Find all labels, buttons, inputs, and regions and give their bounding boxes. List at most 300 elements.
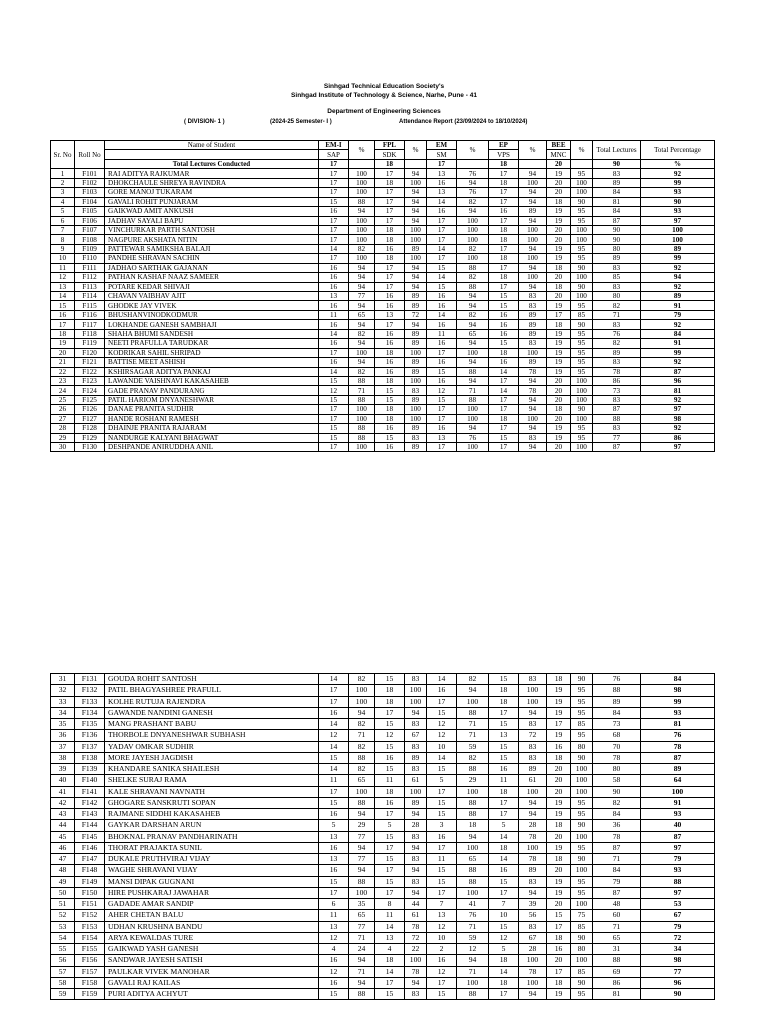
- ep-count: 14: [489, 831, 519, 842]
- sr-no: 7: [51, 225, 75, 234]
- table-row: [51, 301, 715, 310]
- em1-pct: 94: [349, 865, 375, 876]
- total-lectures: 90: [593, 225, 641, 234]
- bee-pct: 90: [571, 320, 593, 329]
- em1-count: 17: [319, 225, 349, 234]
- bee-pct: 90: [571, 405, 593, 414]
- sr-no: 58: [51, 977, 75, 988]
- bee-count: 19: [547, 433, 571, 442]
- sr-no: 43: [51, 809, 75, 820]
- roll-no: F103: [75, 188, 105, 197]
- ep-pct: 100: [519, 254, 547, 263]
- em1-pct: 94: [349, 320, 375, 329]
- total-lectures: 83: [593, 263, 641, 272]
- ep-pct: 94: [519, 707, 547, 718]
- roll-no: F138: [75, 752, 105, 763]
- fpl-pct: 67: [405, 730, 427, 741]
- em1-count: 15: [319, 752, 349, 763]
- bee-count: 20: [547, 443, 571, 452]
- em-count: 17: [427, 216, 457, 225]
- fpl-count: 17: [375, 188, 405, 197]
- attendance-table-top: [50, 140, 715, 452]
- student-name: PATTEWAR SAMIKSHA BALAJI: [105, 244, 319, 253]
- fpl-pct: 72: [405, 932, 427, 943]
- ep-count: 17: [489, 263, 519, 272]
- ep-pct: 94: [519, 443, 547, 452]
- sr-no: 11: [51, 263, 75, 272]
- total-percentage: 87: [641, 752, 715, 763]
- conducted-count: 17: [427, 159, 457, 168]
- sr-no: 44: [51, 820, 75, 831]
- sr-no: 35: [51, 719, 75, 730]
- fpl-pct: 100: [405, 178, 427, 187]
- em-count: 12: [427, 966, 457, 977]
- bee-count: 19: [547, 169, 571, 178]
- em-count: 15: [427, 876, 457, 887]
- ep-pct: 28: [519, 944, 547, 955]
- em1-pct: 100: [349, 188, 375, 197]
- student-name: GAIKWAD AMIT ANKUSH: [105, 207, 319, 216]
- sr-no: 26: [51, 405, 75, 414]
- fpl-count: 15: [375, 876, 405, 887]
- fpl-count: 17: [375, 169, 405, 178]
- student-name: GADE PRANAV PANDURANG: [105, 386, 319, 395]
- bee-pct: 95: [571, 876, 593, 887]
- table-row: [51, 225, 715, 234]
- em1-count: 11: [319, 775, 349, 786]
- student-name: PATHAN KASHAF NAAZ SAMEER: [105, 273, 319, 282]
- report-period: Attendance Report (23/09/2024 to 18/10/2024): [399, 119, 528, 125]
- bee-count: 20: [547, 775, 571, 786]
- student-name: KALE SHRAVANI NAVNATH: [105, 786, 319, 797]
- ep-count: 17: [489, 989, 519, 1000]
- fpl-pct: 100: [405, 955, 427, 966]
- fpl-pct: 83: [405, 719, 427, 730]
- fpl-pct: 94: [405, 977, 427, 988]
- total-percentage: 91: [641, 339, 715, 348]
- bee-count: 19: [547, 329, 571, 338]
- table-row: [51, 876, 715, 887]
- em1-pct: 71: [349, 932, 375, 943]
- fpl-count: 17: [375, 282, 405, 291]
- total-lectures: 82: [593, 797, 641, 808]
- em-pct: 76: [457, 169, 489, 178]
- total-percentage: 100: [641, 786, 715, 797]
- em1-pct: 94: [349, 809, 375, 820]
- bee-pct: 100: [571, 188, 593, 197]
- bee-count: 18: [547, 674, 571, 685]
- bee-pct: 100: [571, 414, 593, 423]
- table-row: [51, 197, 715, 206]
- conducted-count: 18: [489, 159, 519, 168]
- em1-pct: 82: [349, 719, 375, 730]
- ep-pct: 89: [519, 358, 547, 367]
- ep-count: 15: [489, 433, 519, 442]
- student-name: RAI ADITYA RAJKUMAR: [105, 169, 319, 178]
- fpl-count: 17: [375, 263, 405, 272]
- subject-code: FPL: [375, 141, 405, 150]
- fpl-pct: 89: [405, 244, 427, 253]
- roll-no: F118: [75, 329, 105, 338]
- sr-no: 42: [51, 797, 75, 808]
- roll-no: F146: [75, 842, 105, 853]
- em1-count: 16: [319, 358, 349, 367]
- em1-count: 17: [319, 443, 349, 452]
- em1-count: 17: [319, 216, 349, 225]
- fpl-count: 14: [375, 966, 405, 977]
- bee-pct: 100: [571, 395, 593, 404]
- roll-no: F107: [75, 225, 105, 234]
- fpl-pct: 100: [405, 254, 427, 263]
- bee-pct: 100: [571, 865, 593, 876]
- ep-pct: 100: [519, 685, 547, 696]
- roll-no: F137: [75, 741, 105, 752]
- bee-pct: 95: [571, 367, 593, 376]
- total-percentage: 90: [641, 989, 715, 1000]
- fpl-count: 17: [375, 865, 405, 876]
- bee-pct: 95: [571, 730, 593, 741]
- ep-pct: 83: [519, 921, 547, 932]
- total-percentage: 84: [641, 674, 715, 685]
- total-lectures: 84: [593, 188, 641, 197]
- total-lectures-conducted: 90: [593, 159, 641, 168]
- ep-count: 18: [489, 977, 519, 988]
- bee-count: 19: [547, 876, 571, 887]
- em-pct: 88: [457, 764, 489, 775]
- total-percentage-unit: %: [641, 159, 715, 168]
- em1-pct: 88: [349, 197, 375, 206]
- roll-no: F143: [75, 809, 105, 820]
- bee-count: 19: [547, 424, 571, 433]
- subject-code: BEE: [547, 141, 571, 150]
- total-percentage: 93: [641, 865, 715, 876]
- em-pct: 94: [457, 685, 489, 696]
- ep-pct: 83: [519, 674, 547, 685]
- table-row: [51, 797, 715, 808]
- em-count: 15: [427, 797, 457, 808]
- ep-count: 14: [489, 966, 519, 977]
- fpl-count: 15: [375, 395, 405, 404]
- em1-count: 12: [319, 966, 349, 977]
- bee-count: 20: [547, 955, 571, 966]
- fpl-pct: 89: [405, 424, 427, 433]
- ep-pct: 72: [519, 730, 547, 741]
- em-pct: 71: [457, 966, 489, 977]
- total-percentage: 93: [641, 188, 715, 197]
- pct-header: %: [571, 141, 593, 160]
- bee-pct: 95: [571, 433, 593, 442]
- fpl-count: 14: [375, 921, 405, 932]
- em-count: 17: [427, 786, 457, 797]
- bee-count: 19: [547, 301, 571, 310]
- em-count: 16: [427, 424, 457, 433]
- student-name: WAGHE SHRAVANI VIJAY: [105, 865, 319, 876]
- ep-count: 16: [489, 358, 519, 367]
- total-lectures: 84: [593, 865, 641, 876]
- fpl-count: 16: [375, 367, 405, 376]
- bee-count: 18: [547, 977, 571, 988]
- em-count: 15: [427, 865, 457, 876]
- table-row: [51, 944, 715, 955]
- roll-no: F140: [75, 775, 105, 786]
- total-lectures: 81: [593, 989, 641, 1000]
- ep-count: 17: [489, 169, 519, 178]
- roll-no: F157: [75, 966, 105, 977]
- bee-pct: 80: [571, 944, 593, 955]
- em1-pct: 100: [349, 405, 375, 414]
- student-name: NEETI PRAFULLA TARUDKAR: [105, 339, 319, 348]
- roll-no: F158: [75, 977, 105, 988]
- em1-count: 16: [319, 865, 349, 876]
- bee-count: 19: [547, 887, 571, 898]
- total-percentage: 89: [641, 764, 715, 775]
- em1-pct: 88: [349, 376, 375, 385]
- student-name: DESHPANDE ANIRUDDHA ANIL: [105, 443, 319, 452]
- sr-no: 13: [51, 282, 75, 291]
- fpl-count: 18: [375, 225, 405, 234]
- em-pct: 94: [457, 424, 489, 433]
- roll-no: F114: [75, 292, 105, 301]
- fpl-count: 13: [375, 932, 405, 943]
- bee-count: 19: [547, 797, 571, 808]
- student-name: NAGPURE AKSHATA NITIN: [105, 235, 319, 244]
- roll-no: F113: [75, 282, 105, 291]
- fpl-pct: 100: [405, 235, 427, 244]
- student-name: KOLHE RUTUJA RAJENDRA: [105, 696, 319, 707]
- table-row: [51, 414, 715, 423]
- ep-count: 15: [489, 921, 519, 932]
- bee-pct: 100: [571, 178, 593, 187]
- total-percentage: 98: [641, 955, 715, 966]
- em-pct: 82: [457, 674, 489, 685]
- em-pct: 65: [457, 329, 489, 338]
- student-name: MANSI DIPAK GUGNANI: [105, 876, 319, 887]
- total-percentage: 92: [641, 395, 715, 404]
- teacher-code: SDK: [375, 150, 405, 159]
- ep-count: 18: [489, 254, 519, 263]
- em-pct: 71: [457, 386, 489, 395]
- ep-pct: 39: [519, 899, 547, 910]
- teacher-code: SAP: [319, 150, 349, 159]
- em1-count: 15: [319, 989, 349, 1000]
- ep-count: 17: [489, 887, 519, 898]
- fpl-pct: 100: [405, 786, 427, 797]
- ep-count: 18: [489, 235, 519, 244]
- bee-count: 19: [547, 842, 571, 853]
- total-percentage: 97: [641, 842, 715, 853]
- em1-count: 14: [319, 674, 349, 685]
- total-lectures: 83: [593, 282, 641, 291]
- roll-no: F148: [75, 865, 105, 876]
- em1-pct: 94: [349, 301, 375, 310]
- table-row: [51, 696, 715, 707]
- roll-no: F109: [75, 244, 105, 253]
- em-count: 10: [427, 741, 457, 752]
- em-count: 17: [427, 405, 457, 414]
- ep-count: 18: [489, 348, 519, 357]
- student-name: GAIKWAD YASH GANESH: [105, 944, 319, 955]
- em1-count: 16: [319, 263, 349, 272]
- total-lectures: 83: [593, 424, 641, 433]
- fpl-count: 15: [375, 831, 405, 842]
- sr-no: 52: [51, 910, 75, 921]
- fpl-pct: 89: [405, 443, 427, 452]
- student-name: LOKHANDE GANESH SAMBHAJI: [105, 320, 319, 329]
- table-row: [51, 854, 715, 865]
- em-pct: 88: [457, 395, 489, 404]
- total-percentage: 79: [641, 854, 715, 865]
- table-row: [51, 685, 715, 696]
- ep-count: 17: [489, 797, 519, 808]
- ep-pct: 94: [519, 395, 547, 404]
- student-name: THORBOLE DNYANESHWAR SUBHASH: [105, 730, 319, 741]
- total-lectures: 65: [593, 932, 641, 943]
- student-name: ARYA KEWALDAS TURE: [105, 932, 319, 943]
- ep-count: 15: [489, 301, 519, 310]
- bee-count: 18: [547, 282, 571, 291]
- em1-count: 16: [319, 282, 349, 291]
- em1-count: 12: [319, 386, 349, 395]
- total-percentage: 94: [641, 273, 715, 282]
- em-count: 16: [427, 831, 457, 842]
- blank-cell: [405, 159, 427, 168]
- fpl-count: 16: [375, 244, 405, 253]
- em1-pct: 100: [349, 685, 375, 696]
- table-row: [51, 865, 715, 876]
- ep-count: 16: [489, 320, 519, 329]
- roll-no: F111: [75, 263, 105, 272]
- fpl-pct: 83: [405, 831, 427, 842]
- roll-no: F136: [75, 730, 105, 741]
- total-lectures: 83: [593, 169, 641, 178]
- fpl-count: 18: [375, 696, 405, 707]
- em1-pct: 65: [349, 775, 375, 786]
- total-percentage: 40: [641, 820, 715, 831]
- table-row: [51, 910, 715, 921]
- fpl-pct: 72: [405, 310, 427, 319]
- total-lectures: 78: [593, 752, 641, 763]
- table-row: [51, 216, 715, 225]
- total-percentage: 67: [641, 910, 715, 921]
- ep-count: 16: [489, 764, 519, 775]
- em1-count: 17: [319, 188, 349, 197]
- conducted-count: 20: [547, 159, 571, 168]
- ep-pct: 100: [519, 414, 547, 423]
- ep-pct: 100: [519, 696, 547, 707]
- em1-count: 14: [319, 329, 349, 338]
- em-pct: 100: [457, 216, 489, 225]
- total-percentage: 97: [641, 216, 715, 225]
- fpl-count: 18: [375, 955, 405, 966]
- em-count: 15: [427, 764, 457, 775]
- fpl-count: 18: [375, 786, 405, 797]
- fpl-pct: 89: [405, 752, 427, 763]
- fpl-count: 18: [375, 376, 405, 385]
- fpl-pct: 89: [405, 329, 427, 338]
- total-percentage: 89: [641, 244, 715, 253]
- fpl-count: 16: [375, 358, 405, 367]
- total-lectures: 71: [593, 921, 641, 932]
- ep-pct: 89: [519, 310, 547, 319]
- roll-no: F128: [75, 424, 105, 433]
- ep-pct: 89: [519, 320, 547, 329]
- em-count: 17: [427, 443, 457, 452]
- em-pct: 82: [457, 197, 489, 206]
- total-percentage: 98: [641, 414, 715, 423]
- bee-pct: 95: [571, 207, 593, 216]
- roll-no-header: Roll No: [75, 141, 105, 169]
- table-row: [51, 169, 715, 178]
- fpl-count: 17: [375, 977, 405, 988]
- table-row: [51, 358, 715, 367]
- table-row: [51, 719, 715, 730]
- sr-no: 28: [51, 424, 75, 433]
- fpl-pct: 83: [405, 741, 427, 752]
- fpl-pct: 100: [405, 414, 427, 423]
- table-row: [51, 842, 715, 853]
- fpl-count: 18: [375, 348, 405, 357]
- fpl-count: 17: [375, 320, 405, 329]
- sr-no: 48: [51, 865, 75, 876]
- em-pct: 88: [457, 263, 489, 272]
- em-pct: 94: [457, 955, 489, 966]
- table-row: [51, 989, 715, 1000]
- fpl-pct: 83: [405, 433, 427, 442]
- ep-count: 18: [489, 414, 519, 423]
- total-lectures: 77: [593, 433, 641, 442]
- bee-count: 19: [547, 244, 571, 253]
- bee-pct: 95: [571, 254, 593, 263]
- em1-count: 16: [319, 273, 349, 282]
- sr-no: 57: [51, 966, 75, 977]
- ep-count: 18: [489, 955, 519, 966]
- em-count: 14: [427, 197, 457, 206]
- total-percentage: 84: [641, 329, 715, 338]
- blank-cell: [349, 159, 375, 168]
- fpl-pct: 94: [405, 707, 427, 718]
- em-count: 14: [427, 752, 457, 763]
- ep-pct: 100: [519, 977, 547, 988]
- total-percentage: 86: [641, 433, 715, 442]
- em-count: 2: [427, 944, 457, 955]
- table-row: [51, 244, 715, 253]
- total-lectures: 48: [593, 899, 641, 910]
- em-pct: 94: [457, 178, 489, 187]
- total-lectures-header: Total Lectures: [593, 141, 641, 160]
- em-pct: 94: [457, 358, 489, 367]
- roll-no: F153: [75, 921, 105, 932]
- em-count: 16: [427, 301, 457, 310]
- em1-count: 11: [319, 910, 349, 921]
- em-pct: 12: [457, 944, 489, 955]
- bee-count: 17: [547, 966, 571, 977]
- bee-count: 20: [547, 899, 571, 910]
- table-row: [51, 424, 715, 433]
- total-percentage: 81: [641, 719, 715, 730]
- em1-pct: 65: [349, 910, 375, 921]
- sr-no: 22: [51, 367, 75, 376]
- roll-no: F104: [75, 197, 105, 206]
- bee-count: 18: [547, 752, 571, 763]
- em1-count: 17: [319, 235, 349, 244]
- student-name: BATTISE MEET ASHISH: [105, 358, 319, 367]
- fpl-pct: 89: [405, 797, 427, 808]
- table-row: [51, 273, 715, 282]
- sr-no: 16: [51, 310, 75, 319]
- sr-no: 34: [51, 707, 75, 718]
- roll-no: F101: [75, 169, 105, 178]
- em1-pct: 71: [349, 730, 375, 741]
